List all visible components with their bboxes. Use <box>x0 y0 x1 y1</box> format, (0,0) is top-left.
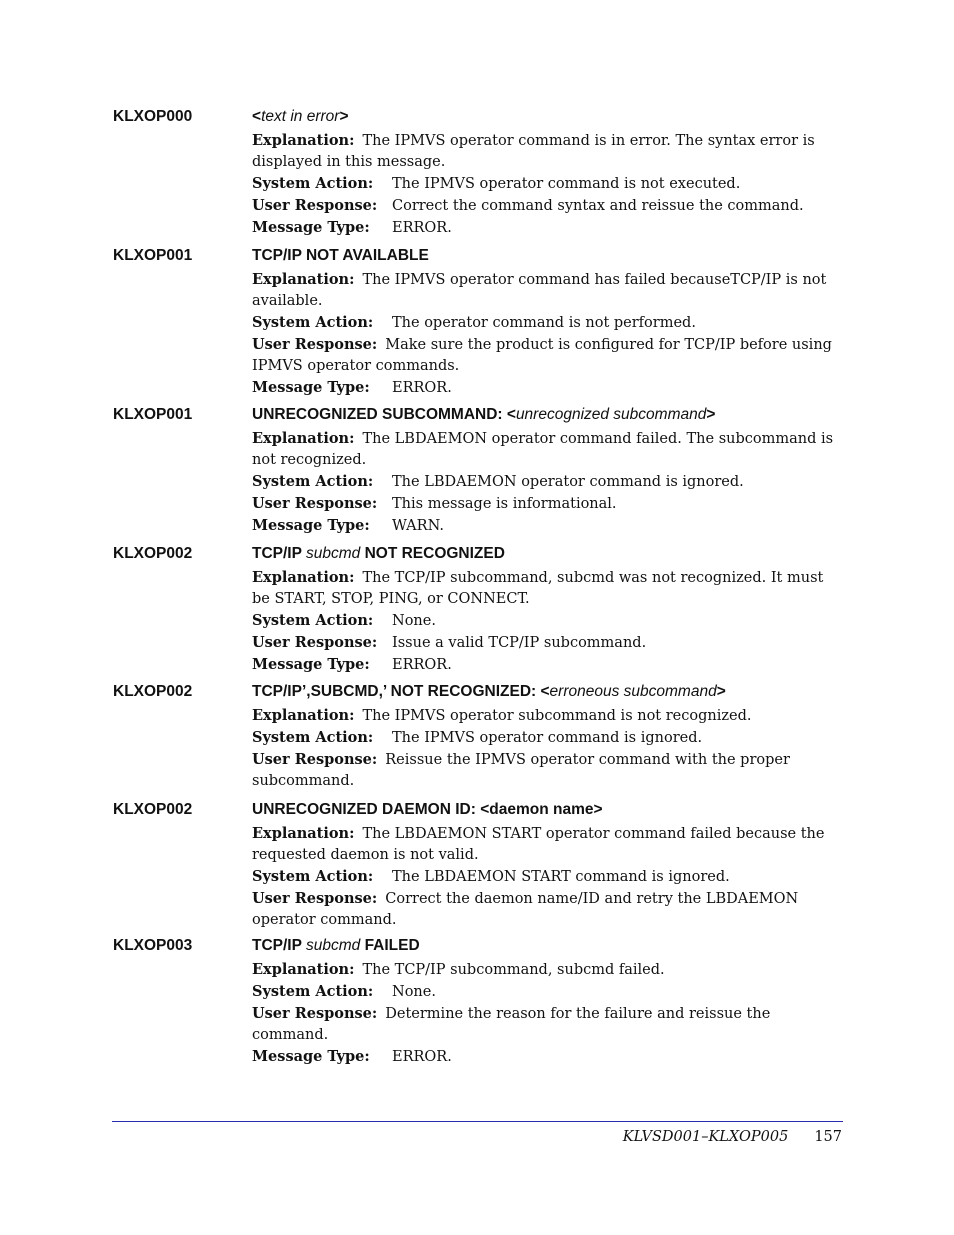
message-body <box>252 567 842 676</box>
message-title: UNRECOGNIZED DAEMON ID: <daemon name> <box>252 801 603 818</box>
user-response: User Response: Issue a valid TCP/IP subcommand. <box>252 634 647 651</box>
message-id: KLXOP002 <box>113 683 193 700</box>
message-body <box>252 705 842 792</box>
message-body <box>252 130 842 239</box>
message-type: Message Type: ERROR. <box>252 379 452 396</box>
message-title: <text in error> <box>252 108 349 125</box>
message-title: TCP/IP subcmd NOT RECOGNIZED <box>252 545 505 562</box>
message-id: KLXOP000 <box>113 108 193 125</box>
message-body <box>252 428 842 537</box>
explanation: Explanation: The IPMVS operator command is in error. The syntax error is displayed in this message. <box>252 132 815 170</box>
message-body <box>252 959 842 1068</box>
message-type: Message Type: ERROR. <box>252 219 452 236</box>
system-action: System Action: None. <box>252 612 436 629</box>
message-id: KLXOP002 <box>113 545 193 562</box>
message-body <box>252 823 842 931</box>
message-id: KLXOP001 <box>113 247 193 264</box>
user-response: User Response: Make sure the product is configured for TCP/IP before using IPMVS operator commands. <box>252 336 832 374</box>
page-footer <box>623 1129 842 1145</box>
system-action: System Action: None. <box>252 983 436 1000</box>
system-action: System Action: The LBDAEMON START command is ignored. <box>252 868 730 885</box>
message-title: TCP/IP NOT AVAILABLE <box>252 247 429 264</box>
message-title: TCP/IP’,SUBCMD,’ NOT RECOGNIZED: <erroneous subcommand> <box>252 683 726 700</box>
system-action: System Action: The IPMVS operator command is not executed. <box>252 175 741 192</box>
user-response: User Response: This message is informational. <box>252 495 617 512</box>
system-action: System Action: The IPMVS operator command is ignored. <box>252 729 703 746</box>
message-title: UNRECOGNIZED SUBCOMMAND: <unrecognized subcommand> <box>252 406 716 423</box>
message-type: Message Type: ERROR. <box>252 656 452 673</box>
message-id: KLXOP003 <box>113 937 193 954</box>
system-action: System Action: The LBDAEMON operator command is ignored. <box>252 473 744 490</box>
explanation: Explanation: The LBDAEMON START operator command failed because the requested daemon is not valid. <box>252 825 825 863</box>
message-body <box>252 269 842 399</box>
system-action: System Action: The operator command is not performed. <box>252 314 696 331</box>
explanation: Explanation: The LBDAEMON operator command failed. The subcommand is not recognized. <box>252 430 834 468</box>
explanation: Explanation: The TCP/IP subcommand, subcmd failed. <box>252 961 665 978</box>
explanation: Explanation: The TCP/IP subcommand, subcmd was not recognized. It must be START, STOP, PING, or CONNECT. <box>252 569 824 607</box>
message-type: Message Type: WARN. <box>252 517 444 534</box>
page-number: 157 <box>814 1129 842 1145</box>
footer-range: KLVSD001–KLXOP005 <box>622 1129 789 1145</box>
user-response: User Response: Determine the reason for the failure and reissue the command. <box>252 1005 771 1043</box>
user-response: User Response: Correct the daemon name/ID and retry the LBDAEMON operator command. <box>252 890 799 928</box>
explanation: Explanation: The IPMVS operator command has failed becauseTCP/IP is not available. <box>252 271 827 309</box>
message-id: KLXOP002 <box>113 801 193 818</box>
message-type: Message Type: ERROR. <box>252 1048 452 1065</box>
message-title: TCP/IP subcmd FAILED <box>252 937 420 954</box>
user-response: User Response: Correct the command syntax and reissue the command. <box>252 197 804 214</box>
user-response: User Response: Reissue the IPMVS operator command with the proper subcommand. <box>252 751 790 789</box>
message-id: KLXOP001 <box>113 406 193 423</box>
footer-rule <box>112 1121 843 1122</box>
explanation: Explanation: The IPMVS operator subcommand is not recognized. <box>252 707 752 724</box>
